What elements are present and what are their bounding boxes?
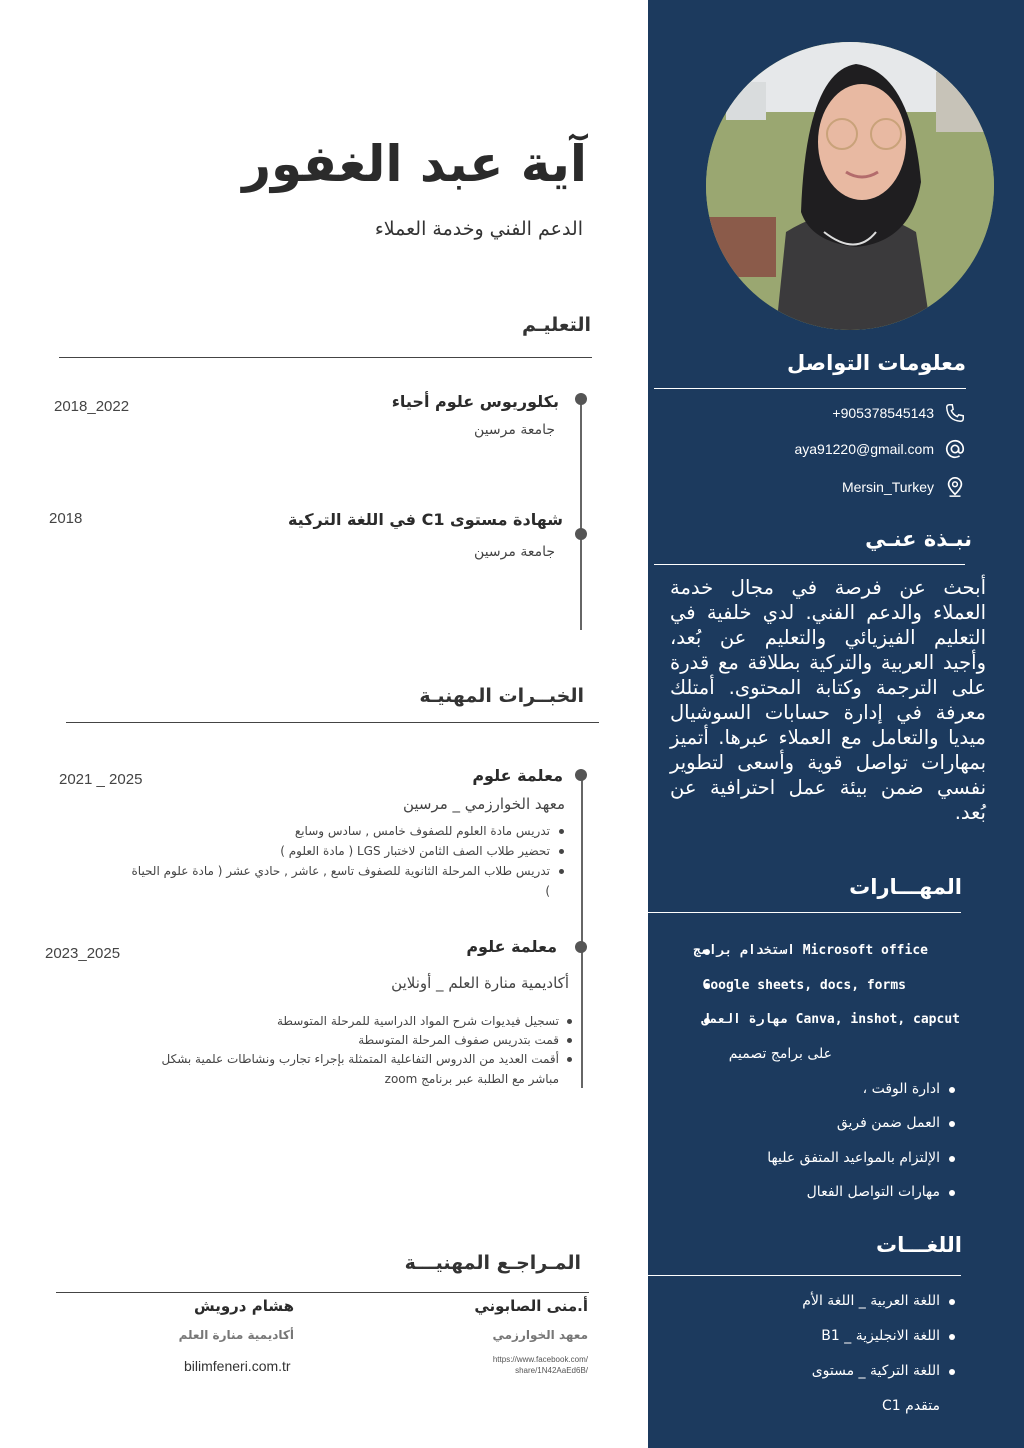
- contact-email[interactable]: [794, 436, 966, 462]
- location-pin-icon: [944, 476, 966, 498]
- bullet-dot: [567, 1019, 572, 1024]
- bullet-dot: [949, 1087, 955, 1093]
- language-text: اللغة الانجليزية _ B1: [821, 1328, 940, 1344]
- skill-text: العمل ضمن فريق: [836, 1115, 940, 1131]
- skills-heading: المهـــارات: [849, 875, 962, 899]
- contact-location: [842, 474, 966, 500]
- education-years: 2018: [49, 510, 83, 527]
- skill-text: على برامج تصميم: [728, 1046, 832, 1062]
- duty-text: تسجيل فيديوات شرح المواد الدراسية للمرحلة المتوسطة: [276, 1014, 559, 1028]
- reference-name: هشام درويش: [193, 1297, 294, 1315]
- contact-phone[interactable]: [832, 400, 966, 426]
- sidebar: [648, 0, 1024, 1448]
- job-years: 2023_2025: [45, 945, 121, 962]
- duty-text: تدريس طلاب المرحلة الثانوية للصفوف تاسع , عاشر , حادي عشر ( مادة علوم الحياة: [131, 864, 550, 878]
- education-title: بكلوريوس علوم أحياء: [391, 392, 559, 411]
- reference-link[interactable]: https://www.facebook.com/ share/1N42AaEd6B/: [492, 1355, 588, 1375]
- at-icon: [944, 438, 966, 460]
- profile-photo: [706, 42, 994, 330]
- reference-name: أ.منى الصابوني: [474, 1297, 588, 1315]
- duty-text: مباشر مع الطلبة عبر برنامج zoom: [384, 1072, 559, 1086]
- bullet-dot: [559, 829, 564, 834]
- experience-timeline: [581, 774, 583, 1088]
- timeline-node: [575, 393, 587, 405]
- language-text: اللغة التركية _ مستوى: [811, 1363, 940, 1379]
- job-years: 2021 _ 2025: [59, 771, 143, 788]
- bullet-dot: [567, 1038, 572, 1043]
- job-role: معلمة علوم: [466, 937, 557, 956]
- language-text: متقدم C1: [882, 1398, 940, 1414]
- timeline-node: [575, 769, 587, 781]
- skill-text: Google sheets, docs, forms: [702, 978, 906, 993]
- experience-divider: [66, 722, 599, 723]
- duty-text: تدريس مادة العلوم للصفوف خامس , سادس وسابع: [294, 824, 550, 838]
- education-years: 2018_2022: [54, 398, 130, 415]
- reference-link[interactable]: bilimfeneri.com.tr: [184, 1358, 291, 1374]
- person-name: آية عبد الغفور: [242, 135, 587, 193]
- bullet-dot: [567, 1057, 572, 1062]
- duty-text: تحضير طلاب الصف الثامن لاختبار LGS ( مادة العلوم ): [280, 844, 550, 858]
- education-title: شهادة مستوى C1 في اللغة التركية: [287, 510, 563, 529]
- bullet-dot: [949, 1299, 955, 1305]
- phone-number: +905378545143: [832, 405, 934, 421]
- bullet-dot: [949, 1156, 955, 1162]
- duty-text: ): [545, 884, 550, 898]
- bullet-dot: [559, 849, 564, 854]
- location-text: Mersin_Turkey: [841, 479, 934, 495]
- references-divider: [56, 1292, 589, 1293]
- experience-heading: الخبــرات المهنيـة: [419, 685, 584, 707]
- reference-org: أكاديمية منارة العلم: [178, 1328, 294, 1342]
- skills-divider: [648, 912, 961, 913]
- job-title: الدعم الفني وخدمة العملاء: [374, 218, 583, 240]
- skill-text: الإلتزام بالمواعيد المتفق عليها: [767, 1150, 940, 1166]
- education-institution: جامعة مرسين: [474, 422, 555, 438]
- contact-divider: [654, 388, 966, 389]
- job-organization: أكاديمية منارة العلم _ أونلاين: [391, 974, 569, 992]
- education-timeline: [580, 398, 582, 630]
- education-heading: التعليـم: [521, 314, 591, 336]
- phone-icon: [944, 402, 966, 424]
- skill-text: ادارة الوقت ،: [862, 1081, 940, 1097]
- bullet-dot: [949, 1369, 955, 1375]
- bullet-dot: [949, 1334, 955, 1340]
- email-address: aya91220@gmail.com: [794, 441, 934, 457]
- education-institution: جامعة مرسين: [474, 544, 555, 560]
- duty-text: قمت بتدريس صفوف المرحلة المتوسطة: [358, 1033, 559, 1047]
- languages-divider: [648, 1275, 961, 1276]
- language-text: اللغة العربية _ اللغة الأم: [802, 1293, 940, 1309]
- timeline-node: [575, 528, 587, 540]
- job-organization: معهد الخوارزمي _ مرسين: [402, 795, 565, 813]
- skill-text: Canva, inshot, capcut مهارة العمل: [701, 1012, 960, 1027]
- contact-heading: معلومات التواصل: [787, 351, 966, 375]
- timeline-node: [575, 941, 587, 953]
- reference-org: معهد الخوارزمي: [492, 1328, 588, 1342]
- skill-text: Microsoft office استخدام برامج: [693, 943, 928, 958]
- about-heading: نبـذة عنـي: [865, 527, 972, 551]
- languages-heading: اللغـــات: [875, 1233, 962, 1257]
- bullet-dot: [949, 1190, 955, 1196]
- education-divider: [59, 357, 592, 358]
- skill-text: مهارات التواصل الفعال: [806, 1184, 940, 1200]
- bullet-dot: [949, 1121, 955, 1127]
- about-divider: [654, 564, 965, 565]
- about-text: أبحث عن فرصة في مجال خدمة العملاء والدعم الفني. لدي خلفية في التعليم الفيزيائي والتعليم عن بُعد، وأجيد العربية والتركية بطلاقة مع قدرة على الترجمة وكتابة المحتوى. أمتلك معرفة في إدارة حسابات السوشيال ميديا والتعامل مع العملاء عبرها. أتميز بمهارات تواصل قوية وأسعى لتطوير نفسي ضمن بيئة عمل احترافية عن بُعد.: [670, 576, 986, 824]
- job-role: معلمة علوم: [472, 766, 563, 785]
- duty-text: أقمت العديد من الدروس التفاعلية المتمثلة بإجراء تجارب ونشاطات علمية بشكل: [161, 1052, 559, 1066]
- bullet-dot: [559, 869, 564, 874]
- references-heading: المـراجـع المهنيـــة: [404, 1252, 581, 1274]
